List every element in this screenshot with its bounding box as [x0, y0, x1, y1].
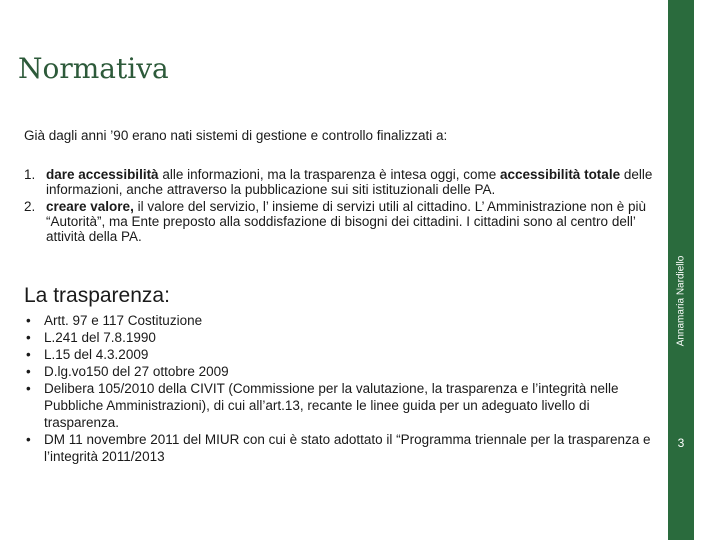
bullet-list: [24, 312, 654, 465]
item-text: il valore del servizio, l’ insieme di servizi utili al cittadino. L’ Amministrazione non è più “Autorità”, ma Ente preposto alla soddisfazione di bisogni dei cittadini. I cittadini sono al centro dell’ attività della PA.: [46, 199, 647, 244]
list-item-text: Artt. 97 e 117 Costituzione: [44, 313, 203, 328]
bullet-icon: •: [26, 381, 31, 396]
item-number: 2.: [24, 199, 36, 214]
list-item: [24, 363, 654, 380]
intro-text: Già dagli anni ’90 erano nati sistemi di gestione e controllo finalizzati a:: [24, 128, 448, 143]
slide-title: Normativa: [18, 52, 169, 85]
list-item-text: D.lg.vo150 del 27 ottobre 2009: [44, 364, 229, 379]
bullet-icon: •: [26, 330, 31, 345]
list-item: [24, 312, 654, 329]
bullet-icon: •: [26, 432, 31, 447]
bullet-icon: •: [26, 364, 31, 379]
list-item-text: DM 11 novembre 2011 del MIUR con cui è stato adottato il “Programma triennale per la trasparenza e l’integrità 2011/2013: [44, 432, 651, 464]
page-number: 3: [677, 436, 685, 450]
author-label: Annamaria Nardiello: [675, 255, 687, 347]
list-item: [24, 329, 654, 346]
item-bold-text: accessibilità totale: [500, 167, 621, 182]
numbered-list: [24, 167, 664, 246]
list-item: [24, 431, 654, 465]
list-item-text: L.15 del 4.3.2009: [44, 347, 149, 362]
list-item-text: Delibera 105/2010 della CIVIT (Commissione per la valutazione, la trasparenza e l’integrità nelle Pubbliche Amministrazioni), di cui all’art.13, recante le linee guida per un adeguato livello di trasparenza.: [44, 381, 619, 430]
numbered-item: [24, 167, 664, 197]
list-item: [24, 380, 654, 431]
item-bold-text: dare accessibilità: [46, 167, 159, 182]
item-text: alle informazioni, ma la trasparenza è intesa oggi, come: [158, 167, 501, 182]
item-number: 1.: [24, 167, 36, 182]
item-text: delle informazioni, anche attraverso la pubblicazione sui siti istituzionali delle PA.: [46, 167, 653, 197]
bullet-icon: •: [26, 347, 31, 362]
list-item-text: L.241 del 7.8.1990: [44, 330, 156, 345]
item-bold-text: creare valore,: [46, 199, 134, 214]
numbered-item: [24, 199, 664, 244]
section-title: La trasparenza:: [24, 284, 170, 307]
bullet-icon: •: [26, 313, 31, 328]
list-item: [24, 346, 654, 363]
